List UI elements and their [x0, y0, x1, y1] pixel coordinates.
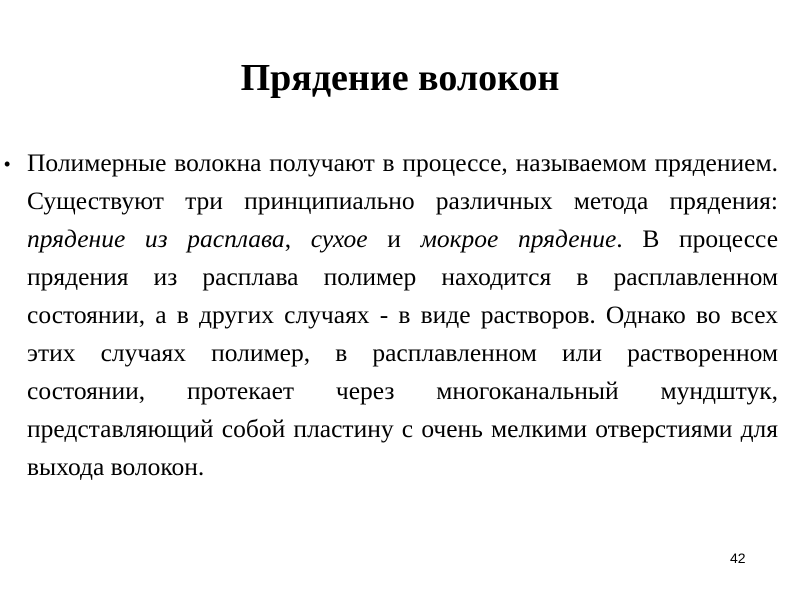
- paragraph-text: . В процессе прядения из расплава полимер находится в расплавленном состоянии, а в других случаях - в виде растворов. Однако во всех этих случаях полимер, в расплавленном или растворенном состоянии, протекает через многоканальный мундштук, представляющий собой пластину с очень мелкими отверстиями для выхода волокон.: [27, 224, 779, 481]
- italic-term-dry: сухое: [310, 224, 368, 253]
- bullet-marker: •: [4, 154, 11, 174]
- italic-term-melt-spinning: прядение из расплава: [27, 224, 285, 253]
- paragraph-text: Полимерные волокна получают в процессе, называемом прядением. Существуют три принципиально различных метода прядения:: [27, 148, 778, 215]
- slide-title: Прядение волокон: [240, 57, 560, 99]
- paragraph-text: ,: [284, 224, 311, 253]
- italic-term-wet-spinning: мокрое прядение: [420, 224, 617, 253]
- page-number: 42: [730, 550, 746, 566]
- body-paragraph: [27, 144, 778, 486]
- paragraph-text: и: [367, 224, 421, 253]
